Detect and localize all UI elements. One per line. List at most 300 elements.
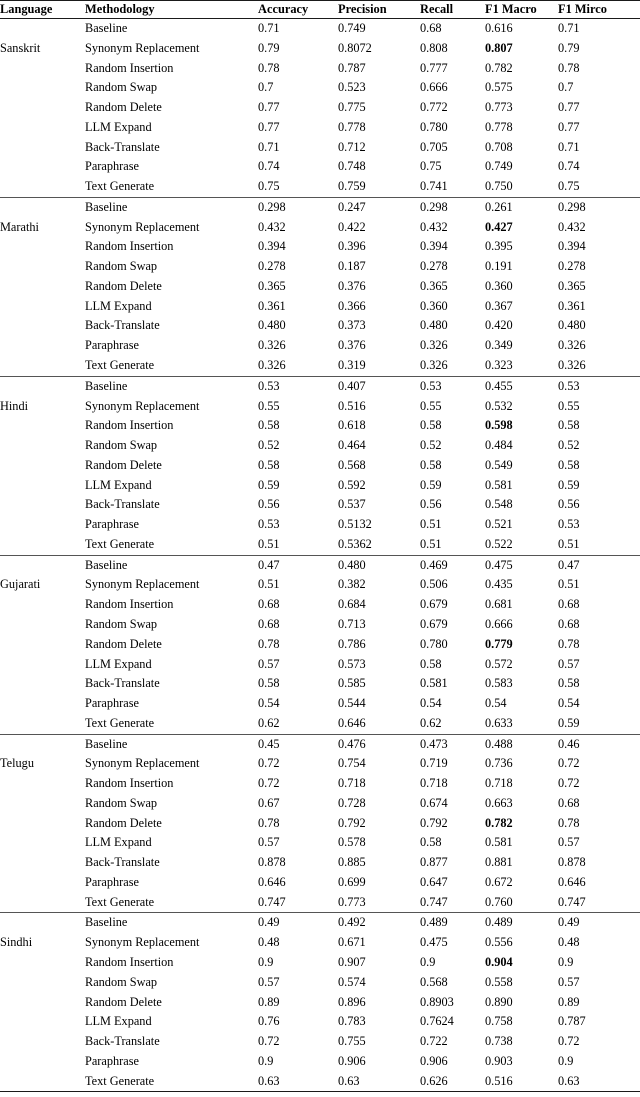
accuracy-cell: 0.7 xyxy=(258,80,274,95)
recall-cell: 0.68 xyxy=(420,19,485,39)
language-spacer xyxy=(0,1072,85,1092)
table-row xyxy=(0,853,640,873)
language-spacer xyxy=(0,973,85,993)
recall-cell: 0.718 xyxy=(420,776,448,791)
language-label-sindhi xyxy=(0,933,85,953)
column-header-precision: Precision xyxy=(338,1,420,19)
table-row xyxy=(0,78,640,98)
language-spacer xyxy=(0,138,85,158)
methodology-cell: Back-Translate xyxy=(85,1034,160,1049)
methodology-cell: Paraphrase xyxy=(85,517,139,532)
f1-micro-cell: 0.52 xyxy=(558,438,580,453)
accuracy-cell: 0.432 xyxy=(258,219,286,234)
f1-micro-cell: 0.747 xyxy=(558,894,586,909)
language-spacer xyxy=(0,694,85,714)
recall-cell: 0.58 xyxy=(420,656,442,671)
recall-cell: 0.326 xyxy=(420,338,448,353)
methodology-cell: Random Swap xyxy=(85,259,158,274)
f1-macro-cell: 0.323 xyxy=(485,358,513,373)
precision-cell: 0.754 xyxy=(338,756,366,771)
accuracy-cell: 0.480 xyxy=(258,318,286,333)
f1-micro-cell: 0.72 xyxy=(558,1034,580,1049)
recall-cell: 0.674 xyxy=(420,795,448,810)
recall-cell: 0.8903 xyxy=(420,994,454,1009)
methodology-cell: Text Generate xyxy=(85,715,155,730)
methodology-cell: Synonym Replacement xyxy=(85,40,200,55)
language-spacer xyxy=(0,913,85,933)
accuracy-cell: 0.278 xyxy=(258,259,286,274)
f1-micro-cell: 0.51 xyxy=(558,536,580,551)
f1-micro-cell: 0.53 xyxy=(558,376,640,396)
f1-macro-cell: 0.681 xyxy=(485,597,513,612)
methodology-cell: LLM Expand xyxy=(85,298,152,313)
f1-micro-cell: 0.68 xyxy=(558,616,580,631)
f1-macro-cell: 0.749 xyxy=(485,159,513,174)
recall-cell: 0.469 xyxy=(420,555,485,575)
language-spacer xyxy=(0,873,85,893)
accuracy-cell: 0.59 xyxy=(258,477,280,492)
accuracy-cell: 0.326 xyxy=(258,358,286,373)
column-header-language: Language xyxy=(0,1,85,19)
language-spacer xyxy=(0,655,85,675)
table-row xyxy=(0,277,640,297)
language-spacer xyxy=(0,1012,85,1032)
f1-micro-cell: 0.74 xyxy=(558,159,580,174)
methodology-cell: Paraphrase xyxy=(85,874,139,889)
f1-macro-cell: 0.782 xyxy=(485,815,513,830)
precision-cell: 0.592 xyxy=(338,477,366,492)
f1-micro-cell: 0.46 xyxy=(558,734,640,754)
f1-macro-cell: 0.581 xyxy=(485,835,513,850)
recall-cell: 0.489 xyxy=(420,913,485,933)
f1-macro-cell: 0.616 xyxy=(485,19,558,39)
recall-cell: 0.626 xyxy=(420,1072,485,1092)
methodology-cell: Random Swap xyxy=(85,616,158,631)
methodology-cell: LLM Expand xyxy=(85,835,152,850)
methodology-cell: Synonym Replacement xyxy=(85,935,200,950)
f1-macro-cell: 0.360 xyxy=(485,278,513,293)
recall-cell: 0.51 xyxy=(420,517,442,532)
accuracy-cell: 0.9 xyxy=(258,954,274,969)
f1-macro-cell: 0.904 xyxy=(485,954,513,969)
column-header-f1-macro: F1 Macro xyxy=(485,1,558,19)
f1-macro-cell: 0.708 xyxy=(485,139,513,154)
f1-micro-cell: 0.365 xyxy=(558,278,586,293)
precision-cell: 0.718 xyxy=(338,776,366,791)
precision-cell: 0.568 xyxy=(338,457,366,472)
recall-cell: 0.722 xyxy=(420,1034,448,1049)
f1-micro-cell: 0.72 xyxy=(558,776,580,791)
language-spacer xyxy=(0,316,85,336)
language-spacer xyxy=(0,177,85,197)
table-row xyxy=(0,297,640,317)
accuracy-cell: 0.68 xyxy=(258,616,280,631)
f1-micro-cell: 0.278 xyxy=(558,259,586,274)
f1-micro-cell: 0.71 xyxy=(558,19,640,39)
f1-macro-cell: 0.556 xyxy=(485,935,513,950)
f1-macro-cell: 0.807 xyxy=(485,40,513,55)
language-spacer xyxy=(0,59,85,79)
recall-cell: 0.808 xyxy=(420,40,448,55)
table-row xyxy=(0,615,640,635)
accuracy-cell: 0.68 xyxy=(258,597,280,612)
accuracy-cell: 0.57 xyxy=(258,835,280,850)
f1-macro-cell: 0.782 xyxy=(485,60,513,75)
table-row xyxy=(0,734,640,754)
f1-micro-cell: 0.56 xyxy=(558,497,580,512)
methodology-cell: Back-Translate xyxy=(85,318,160,333)
precision-cell: 0.786 xyxy=(338,636,366,651)
accuracy-cell: 0.53 xyxy=(258,517,280,532)
methodology-cell: LLM Expand xyxy=(85,477,152,492)
f1-macro-cell: 0.598 xyxy=(485,418,513,433)
language-spacer xyxy=(0,376,85,396)
recall-cell: 0.360 xyxy=(420,298,448,313)
table-row xyxy=(0,993,640,1013)
precision-cell: 0.755 xyxy=(338,1034,366,1049)
table-row xyxy=(0,476,640,496)
precision-cell: 0.480 xyxy=(338,555,420,575)
language-spacer xyxy=(0,734,85,754)
language-spacer xyxy=(0,635,85,655)
column-header-recall: Recall xyxy=(420,1,485,19)
accuracy-cell: 0.77 xyxy=(258,119,280,134)
recall-cell: 0.59 xyxy=(420,477,442,492)
recall-cell: 0.480 xyxy=(420,318,448,333)
precision-cell: 0.585 xyxy=(338,676,366,691)
recall-cell: 0.53 xyxy=(420,376,485,396)
table-row xyxy=(0,118,640,138)
f1-micro-cell: 0.326 xyxy=(558,338,586,353)
precision-cell: 0.749 xyxy=(338,19,420,39)
methodology-cell: Random Swap xyxy=(85,795,158,810)
f1-micro-cell: 0.68 xyxy=(558,597,580,612)
f1-micro-cell: 0.646 xyxy=(558,874,586,889)
table-row xyxy=(0,1052,640,1072)
accuracy-cell: 0.394 xyxy=(258,239,286,254)
methodology-cell: Baseline xyxy=(85,555,258,575)
recall-cell: 0.581 xyxy=(420,676,448,691)
recall-cell: 0.62 xyxy=(420,715,442,730)
recall-cell: 0.52 xyxy=(420,438,442,453)
f1-micro-cell: 0.326 xyxy=(558,358,586,373)
f1-micro-cell: 0.9 xyxy=(558,1053,574,1068)
f1-macro-cell: 0.191 xyxy=(485,259,513,274)
language-label-sanskrit xyxy=(0,39,85,59)
accuracy-cell: 0.76 xyxy=(258,1014,280,1029)
precision-cell: 0.373 xyxy=(338,318,366,333)
recall-cell: 0.777 xyxy=(420,60,448,75)
language-spacer xyxy=(0,714,85,734)
accuracy-cell: 0.747 xyxy=(258,894,286,909)
table-row xyxy=(0,893,640,913)
table-row xyxy=(0,913,640,933)
language-spacer xyxy=(0,595,85,615)
language-spacer xyxy=(0,416,85,436)
language-spacer xyxy=(0,237,85,257)
precision-cell: 0.748 xyxy=(338,159,366,174)
table-row xyxy=(0,814,640,834)
f1-micro-cell: 0.394 xyxy=(558,239,586,254)
table-row xyxy=(0,555,640,575)
precision-cell: 0.544 xyxy=(338,696,366,711)
f1-micro-cell: 0.57 xyxy=(558,835,580,850)
accuracy-cell: 0.63 xyxy=(258,1072,338,1092)
f1-micro-cell: 0.58 xyxy=(558,418,580,433)
f1-macro-cell: 0.779 xyxy=(485,636,513,651)
accuracy-cell: 0.62 xyxy=(258,715,280,730)
precision-cell: 0.783 xyxy=(338,1014,366,1029)
language-spacer xyxy=(0,476,85,496)
f1-macro-cell: 0.572 xyxy=(485,656,513,671)
f1-micro-cell: 0.79 xyxy=(558,40,580,55)
methodology-cell: Random Insertion xyxy=(85,418,174,433)
language-spacer xyxy=(0,257,85,277)
f1-micro-cell: 0.361 xyxy=(558,298,586,313)
accuracy-cell: 0.48 xyxy=(258,935,280,950)
precision-cell: 0.537 xyxy=(338,497,366,512)
methodology-cell: Baseline xyxy=(85,734,258,754)
methodology-cell: Random Insertion xyxy=(85,60,174,75)
language-label-marathi xyxy=(0,218,85,238)
language-name: Marathi xyxy=(0,219,39,234)
precision-cell: 0.759 xyxy=(338,179,366,194)
f1-macro-cell: 0.516 xyxy=(485,1072,558,1092)
table-row xyxy=(0,595,640,615)
language-spacer xyxy=(0,794,85,814)
precision-cell: 0.476 xyxy=(338,734,420,754)
accuracy-cell: 0.58 xyxy=(258,457,280,472)
precision-cell: 0.523 xyxy=(338,80,366,95)
precision-cell: 0.5132 xyxy=(338,517,372,532)
f1-macro-cell: 0.261 xyxy=(485,197,558,217)
f1-macro-cell: 0.718 xyxy=(485,776,513,791)
recall-cell: 0.75 xyxy=(420,159,442,174)
f1-macro-cell: 0.758 xyxy=(485,1014,513,1029)
table-row xyxy=(0,635,640,655)
language-spacer xyxy=(0,197,85,217)
language-name: Telugu xyxy=(0,756,34,771)
accuracy-cell: 0.646 xyxy=(258,874,286,889)
table-row xyxy=(0,933,640,953)
f1-micro-cell: 0.298 xyxy=(558,197,640,217)
accuracy-cell: 0.89 xyxy=(258,994,280,1009)
language-spacer xyxy=(0,98,85,118)
precision-cell: 0.896 xyxy=(338,994,366,1009)
methodology-cell: Random Delete xyxy=(85,278,162,293)
recall-cell: 0.54 xyxy=(420,696,442,711)
accuracy-cell: 0.77 xyxy=(258,100,280,115)
language-spacer xyxy=(0,277,85,297)
f1-macro-cell: 0.489 xyxy=(485,913,558,933)
f1-macro-cell: 0.549 xyxy=(485,457,513,472)
language-spacer xyxy=(0,853,85,873)
accuracy-cell: 0.78 xyxy=(258,636,280,651)
accuracy-cell: 0.361 xyxy=(258,298,286,313)
table-row xyxy=(0,39,640,59)
accuracy-cell: 0.78 xyxy=(258,60,280,75)
f1-macro-cell: 0.548 xyxy=(485,497,513,512)
precision-cell: 0.712 xyxy=(338,139,366,154)
f1-macro-cell: 0.532 xyxy=(485,398,513,413)
table-row xyxy=(0,397,640,417)
recall-cell: 0.741 xyxy=(420,179,448,194)
precision-cell: 0.792 xyxy=(338,815,366,830)
precision-cell: 0.8072 xyxy=(338,40,372,55)
f1-micro-cell: 0.57 xyxy=(558,656,580,671)
table-row xyxy=(0,416,640,436)
methodology-cell: Text Generate xyxy=(85,179,155,194)
f1-micro-cell: 0.78 xyxy=(558,60,580,75)
table-row xyxy=(0,1072,640,1092)
recall-cell: 0.58 xyxy=(420,835,442,850)
table-row xyxy=(0,257,640,277)
table-row xyxy=(0,1012,640,1032)
accuracy-cell: 0.878 xyxy=(258,855,286,870)
methodology-cell: Paraphrase xyxy=(85,1053,139,1068)
language-spacer xyxy=(0,297,85,317)
recall-cell: 0.55 xyxy=(420,398,442,413)
accuracy-cell: 0.72 xyxy=(258,776,280,791)
recall-cell: 0.772 xyxy=(420,100,448,115)
language-spacer xyxy=(0,833,85,853)
recall-cell: 0.394 xyxy=(420,239,448,254)
f1-macro-cell: 0.484 xyxy=(485,438,513,453)
methodology-cell: Baseline xyxy=(85,376,258,396)
language-spacer xyxy=(0,515,85,535)
f1-macro-cell: 0.738 xyxy=(485,1034,513,1049)
accuracy-cell: 0.45 xyxy=(258,734,338,754)
f1-micro-cell: 0.77 xyxy=(558,100,580,115)
table-row xyxy=(0,495,640,515)
precision-cell: 0.464 xyxy=(338,438,366,453)
precision-cell: 0.885 xyxy=(338,855,366,870)
f1-micro-cell: 0.89 xyxy=(558,994,580,1009)
methodology-cell: Random Delete xyxy=(85,457,162,472)
accuracy-cell: 0.78 xyxy=(258,815,280,830)
f1-micro-cell: 0.7 xyxy=(558,80,574,95)
f1-macro-cell: 0.488 xyxy=(485,734,558,754)
precision-cell: 0.684 xyxy=(338,597,366,612)
accuracy-cell: 0.326 xyxy=(258,338,286,353)
recall-cell: 0.56 xyxy=(420,497,442,512)
accuracy-cell: 0.71 xyxy=(258,139,280,154)
f1-macro-cell: 0.367 xyxy=(485,298,513,313)
recall-cell: 0.792 xyxy=(420,815,448,830)
accuracy-cell: 0.56 xyxy=(258,497,280,512)
accuracy-cell: 0.72 xyxy=(258,1034,280,1049)
precision-cell: 0.63 xyxy=(338,1072,420,1092)
recall-cell: 0.473 xyxy=(420,734,485,754)
language-label-telugu xyxy=(0,754,85,774)
methodology-cell: Text Generate xyxy=(85,358,155,373)
methodology-cell: Random Insertion xyxy=(85,954,174,969)
methodology-cell: Back-Translate xyxy=(85,676,160,691)
precision-cell: 0.646 xyxy=(338,715,366,730)
precision-cell: 0.578 xyxy=(338,835,366,850)
table-row xyxy=(0,98,640,118)
methodology-cell: Text Generate xyxy=(85,894,155,909)
language-spacer xyxy=(0,674,85,694)
precision-cell: 0.773 xyxy=(338,894,366,909)
table-row xyxy=(0,714,640,734)
f1-macro-cell: 0.750 xyxy=(485,179,513,194)
language-spacer xyxy=(0,774,85,794)
accuracy-cell: 0.9 xyxy=(258,1053,274,1068)
f1-micro-cell: 0.63 xyxy=(558,1072,640,1092)
f1-macro-cell: 0.435 xyxy=(485,577,513,592)
f1-micro-cell: 0.787 xyxy=(558,1014,586,1029)
f1-micro-cell: 0.55 xyxy=(558,398,580,413)
table-row xyxy=(0,1032,640,1052)
language-spacer xyxy=(0,19,85,39)
table-row xyxy=(0,456,640,476)
language-spacer xyxy=(0,118,85,138)
methodology-cell: Back-Translate xyxy=(85,139,160,154)
methodology-cell: Text Generate xyxy=(85,1072,258,1092)
f1-macro-cell: 0.760 xyxy=(485,894,513,909)
language-spacer xyxy=(0,495,85,515)
table-row xyxy=(0,19,640,39)
f1-macro-cell: 0.349 xyxy=(485,338,513,353)
recall-cell: 0.51 xyxy=(420,536,442,551)
recall-cell: 0.7624 xyxy=(420,1014,454,1029)
table-row xyxy=(0,157,640,177)
methodology-cell: Baseline xyxy=(85,913,258,933)
table-row xyxy=(0,833,640,853)
methodology-cell: Synonym Replacement xyxy=(85,219,200,234)
methodology-cell: LLM Expand xyxy=(85,656,152,671)
accuracy-cell: 0.57 xyxy=(258,974,280,989)
accuracy-cell: 0.55 xyxy=(258,398,280,413)
f1-macro-cell: 0.773 xyxy=(485,100,513,115)
f1-micro-cell: 0.72 xyxy=(558,756,580,771)
recall-cell: 0.506 xyxy=(420,577,448,592)
accuracy-cell: 0.49 xyxy=(258,913,338,933)
methodology-cell: Random Insertion xyxy=(85,597,174,612)
language-spacer xyxy=(0,814,85,834)
accuracy-cell: 0.58 xyxy=(258,418,280,433)
f1-micro-cell: 0.59 xyxy=(558,477,580,492)
column-header-methodology: Methodology xyxy=(85,1,258,19)
methodology-cell: Text Generate xyxy=(85,536,155,551)
f1-macro-cell: 0.633 xyxy=(485,715,513,730)
language-spacer xyxy=(0,993,85,1013)
language-spacer xyxy=(0,555,85,575)
methodology-cell: Random Delete xyxy=(85,100,162,115)
f1-micro-cell: 0.78 xyxy=(558,636,580,651)
f1-micro-cell: 0.480 xyxy=(558,318,586,333)
language-name: Sindhi xyxy=(0,935,33,950)
f1-micro-cell: 0.53 xyxy=(558,517,580,532)
table-row xyxy=(0,515,640,535)
f1-macro-cell: 0.558 xyxy=(485,974,513,989)
recall-cell: 0.568 xyxy=(420,974,448,989)
table-row xyxy=(0,774,640,794)
f1-micro-cell: 0.58 xyxy=(558,457,580,472)
precision-cell: 0.492 xyxy=(338,913,420,933)
language-spacer xyxy=(0,893,85,913)
recall-cell: 0.58 xyxy=(420,457,442,472)
column-header-accuracy: Accuracy xyxy=(258,1,338,19)
recall-cell: 0.705 xyxy=(420,139,448,154)
methodology-cell: Paraphrase xyxy=(85,338,139,353)
table-row xyxy=(0,674,640,694)
f1-macro-cell: 0.455 xyxy=(485,376,558,396)
accuracy-cell: 0.58 xyxy=(258,676,280,691)
precision-cell: 0.573 xyxy=(338,656,366,671)
recall-cell: 0.58 xyxy=(420,418,442,433)
